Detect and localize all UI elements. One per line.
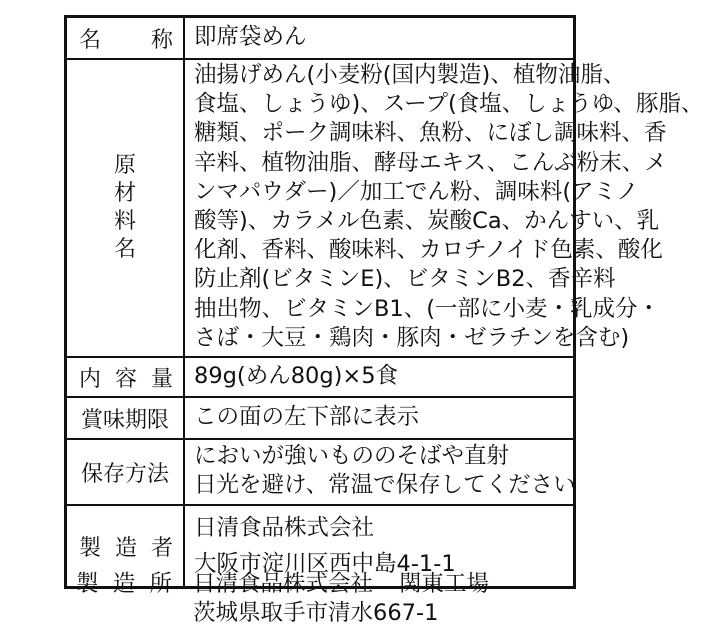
header-char: 量 — [150, 366, 173, 392]
food-label-table — [64, 15, 704, 589]
header-char: 名 — [113, 237, 136, 262]
factory-plant: 関東工場 — [399, 571, 490, 597]
header-char: 料 — [113, 209, 136, 234]
header-ingredients — [67, 60, 185, 356]
ingredients-line: 油揚げめん(小麦粉(国内製造)、植物油脂、 — [194, 62, 626, 88]
header-text: 賞味期限 — [80, 407, 169, 433]
header-char: 内 — [79, 366, 102, 392]
header-storage — [67, 440, 185, 504]
ingredients-line: 酸等)、カラメル色素、炭酸Ca、かんすい、乳 — [194, 208, 660, 235]
header-char: 名 — [79, 27, 102, 53]
row-storage — [67, 438, 576, 504]
content-amount: 89g(めん80g)×5食 — [194, 363, 399, 389]
header-name — [67, 18, 185, 58]
header-char: 製 — [76, 571, 99, 597]
row-best-before — [67, 396, 573, 438]
storage-text — [185, 440, 582, 504]
factory-company: 日清食品株式会社 — [193, 571, 374, 597]
factory-row — [64, 570, 576, 599]
storage-line: においが強いもののそばや直射 — [194, 443, 510, 469]
header-char: 製 — [79, 535, 102, 561]
factory-name — [184, 570, 489, 599]
header-char: 原 — [113, 153, 136, 178]
maker-address: 大阪市淀川区西中島4-1-1 — [194, 551, 456, 577]
ingredients-line: 化剤、香料、酸味料、カロチノイド色素、酸化 — [194, 237, 663, 264]
ingredients-line: 糖類、ポーク調味料、魚粉、にぼし調味料、香 — [194, 120, 667, 147]
header-char: 容 — [114, 366, 137, 392]
product-name: 即席袋めん — [194, 24, 307, 50]
row-content — [67, 356, 573, 396]
factory-address: 茨城県取手市清水667-1 — [193, 600, 439, 626]
header-char: 造 — [114, 535, 137, 561]
ingredients-line: 食塩、しょうゆ)、スープ(食塩、しょうゆ、豚脂、 — [194, 91, 704, 118]
header-factory — [64, 570, 184, 599]
ingredients-line: 辛料、植物油脂、酵母エキス、こんぶ粉末、メ — [194, 149, 667, 176]
row-ingredients — [67, 58, 704, 356]
best-before-value: この面の左下部に表示 — [194, 404, 420, 430]
maker-company: 日清食品株式会社 — [194, 515, 375, 541]
header-char: 称 — [150, 27, 173, 53]
header-char: 造 — [112, 571, 136, 597]
factory-address-row — [64, 599, 576, 628]
ingredients-line: 防止剤(ビタミンE)、ビタミンB2、香辛料 — [194, 266, 616, 293]
header-best-before — [67, 398, 185, 438]
ingredients-line: ンマパウダー)／加工でん粉、調味料(アミノ — [194, 178, 639, 205]
factory-info — [64, 570, 576, 628]
header-content — [67, 358, 185, 396]
header-char: 所 — [149, 571, 172, 597]
ingredients-line: 抽出物、ビタミンB1、(一部に小麦・乳成分・ — [194, 295, 661, 322]
header-char: 者 — [150, 535, 173, 561]
storage-line: 日光を避け、常温で保存してください — [194, 472, 576, 498]
ingredients-line: さば・大豆・鶏肉・豚肉・ゼラチンを含む) — [194, 324, 630, 351]
header-text: 保存方法 — [80, 461, 169, 487]
row-name — [67, 18, 573, 58]
header-char: 材 — [113, 181, 136, 206]
ingredients-text — [185, 60, 709, 356]
